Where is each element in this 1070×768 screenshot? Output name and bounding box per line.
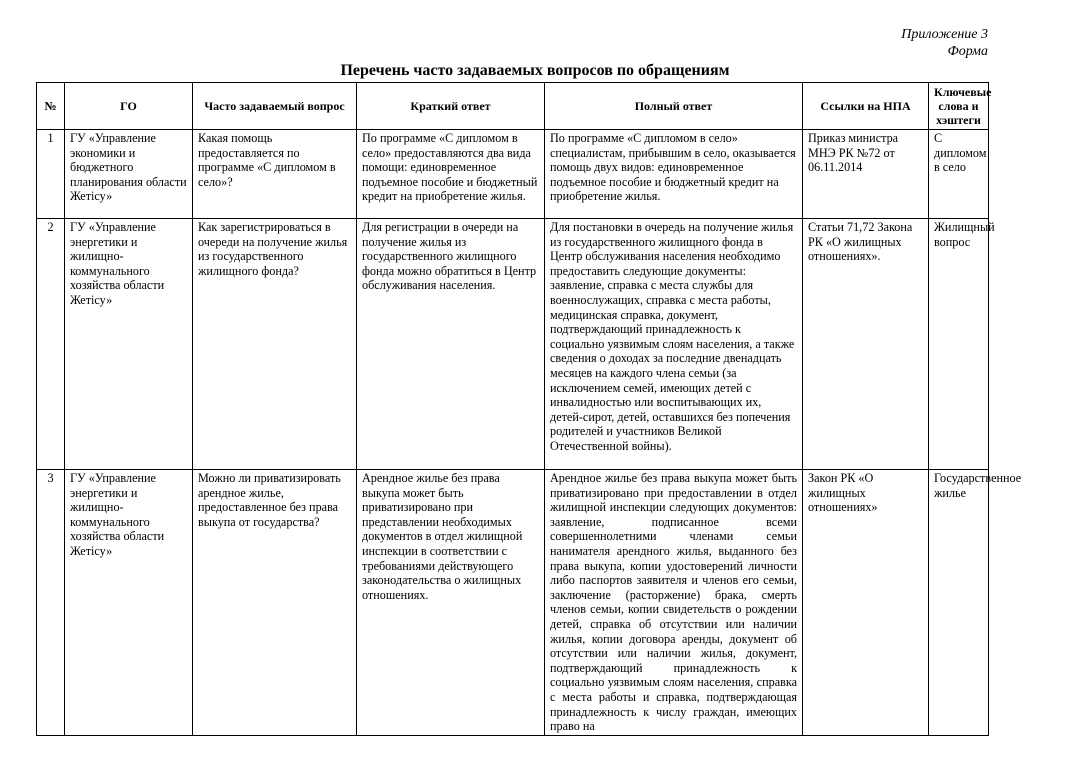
row-full-answer: По программе «С дипломом в село» специалистам, прибывшим в село, оказывается помощь двух видов: единовременное подъемное пособие и бюджетный кредит на приобретение жилья. (545, 130, 803, 219)
row-keywords: Государственное жилье (929, 470, 989, 736)
appendix-number: Приложение 3 (901, 27, 988, 42)
column-header-keywords: Ключевые слова и хэштеги (929, 83, 989, 130)
row-go: ГУ «Управление энергетики и жилищно-коммунального хозяйства области Жетісу» (65, 470, 193, 736)
column-header-number: № (37, 83, 65, 130)
row-keywords: С дипломом в село (929, 130, 989, 219)
page-title: Перечень часто задаваемых вопросов по обращениям (340, 62, 730, 79)
row-go: ГУ «Управление энергетики и жилищно-коммунального хозяйства области Жетісу» (65, 219, 193, 470)
row-question: Какая помощь предоставляется по программе «С дипломом в село»? (193, 130, 357, 219)
row-npa: Приказ министра МНЭ РК №72 от 06.11.2014 (803, 130, 929, 219)
table-header-row (37, 83, 989, 130)
column-header-short-answer: Краткий ответ (357, 83, 545, 130)
row-short-answer: По программе «С дипломом в село» предоставляются два вида помощи: единовременное подъемное пособие и бюджетный кредит на приобретение жилья. (357, 130, 545, 219)
row-full-answer: Арендное жилье без права выкупа может быть приватизировано при предоставлении в отдел жилищной инспекции следующих документов: заявление, подписанное всеми совершеннолетними членами семьи нанимателя арендного жилья, выданного без права выкупа, копии удостоверений личности либо паспортов заявителя и членов его семьи, заключение (расторжение) брака, смерть членов семьи, копии свидетельств о рождении детей, справка об отсутствии или наличии жилья, копии договора аренды, документ об отсутствии или наличии жилья, документ, подтверждающий принадлежность к социально уязвимым слоям населения, справка с места работы и справка, подтверждающая принадлежность к числу граждан, имеющих право на (545, 470, 803, 736)
table-row (37, 470, 989, 736)
row-number: 3 (37, 470, 65, 736)
appendix-label (901, 26, 988, 60)
faq-table (36, 82, 1022, 736)
row-full-answer: Для постановки в очередь на получение жилья из государственного жилищного фонда в Центр обслуживания населения необходимо предоставить следующие документы: заявление, справка с места службы для военнослужащих, справка с места работы, медицинская справка, документ, подтверждающий принадлежность к социально уязвимым слоям населения, а также сведения о доходах за последние двенадцать месяцев на каждого члена семьи (за исключением семей, имеющих детей с инвалидностью или воспитывающих их, детей-сирот, детей, оставшихся без попечения родителей и участников Великой Отечественной войны). (545, 219, 803, 470)
row-go: ГУ «Управление экономики и бюджетного планирования области Жетісу» (65, 130, 193, 219)
table-row (37, 219, 989, 470)
row-question: Как зарегистрироваться в очереди на получение жилья из государственного жилищного фонда? (193, 219, 357, 470)
row-npa: Статьи 71,72 Закона РК «О жилищных отношениях». (803, 219, 929, 470)
row-number: 2 (37, 219, 65, 470)
column-header-go: ГО (65, 83, 193, 130)
row-short-answer: Арендное жилье без права выкупа может быть приватизировано при представлении необходимых документов в отдел жилищной инспекции в соответствии с требованиями действующего законодательства о жилищных отношениях. (357, 470, 545, 736)
row-question: Можно ли приватизировать арендное жилье, предоставленное без права выкупа от государства? (193, 470, 357, 736)
column-header-npa: Ссылки на НПА (803, 83, 929, 130)
row-keywords: Жилищный вопрос (929, 219, 989, 470)
row-number: 1 (37, 130, 65, 219)
row-short-answer: Для регистрации в очереди на получение жилья из государственного жилищного фонда можно обратиться в Центр обслуживания населения. (357, 219, 545, 470)
table-row (37, 130, 989, 219)
column-header-full-answer: Полный ответ (545, 83, 803, 130)
column-header-question: Часто задаваемый вопрос (193, 83, 357, 130)
form-label: Форма (947, 44, 988, 59)
row-npa: Закон РК «О жилищных отношениях» (803, 470, 929, 736)
